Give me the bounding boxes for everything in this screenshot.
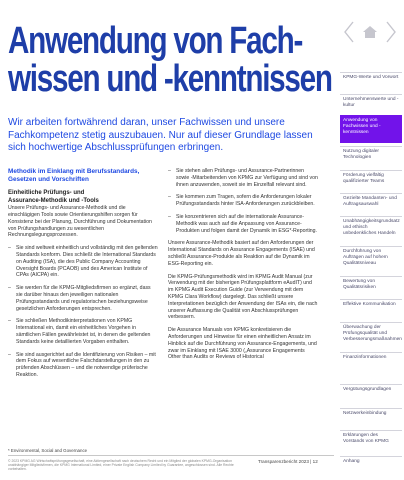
bullet-item: – Sie kommen zum Tragen, sofern die Anforderungen lokaler Prüfungsstandards hinter ISA-Anforderungen zurückbleiben. — [168, 194, 318, 208]
sidebar-item-verguetung[interactable]: Vergütungsgrundlagen — [340, 384, 402, 395]
sidebar-item-werte-vorwort[interactable]: KPMG-Werte und Vorwort — [340, 72, 402, 83]
sidebar-item-kommunikation[interactable]: Effektive Kommunikation — [340, 299, 402, 310]
footer-legal-text: © 2023 KPMG AG Wirtschaftsprüfungsgesellschaft, eine Aktiengesellschaft nach deutschem Recht und ein Mitglied der globalen KPMG-Organisation unabhängiger Mitgliedsfirmen, die KPMG International Limited, einer Private English Company Limited by Guarantee, angeschlossen sind. Alle Rechte vorbehalten. — [8, 459, 234, 472]
body-paragraph: Die KPMG-Prüfungsmethodik wird im KPMG Audit Manual (zur Verwendung mit der bisherigen Prüfungsplattform eAudIT) und im KPMG Audit Execution Guide (zur Verwendung mit dem KPMG Clara Workflow) dargelegt. Das schließt unsere Interpretationen bezüglich der Anwendung der ISAs ein, die nach unserer Auffassung die Qualität von Abschlussprüfungen verbessern. — [168, 273, 318, 321]
page-nav-arrows — [336, 14, 404, 50]
bullet-item: – Sie konzentrieren sich auf die internationale Assurance-Methodik was auch auf die Anpassung von Assurance-Produkten und folgen damit der Dynamik im ESG*-Reporting. — [168, 214, 318, 234]
intro-paragraph: Unsere Prüfungs- und Assurance-Methodik und die einschlägigen Tools sowie Orientierungshilfen sorgen für Konsistenz bei der Planung, Durchführung und Dokumentation von Prüfungshandlungen zu wesentlichen Rechnungslegungsprozessen. — [8, 205, 152, 239]
sidebar-navigation — [336, 0, 404, 480]
next-page-icon[interactable] — [382, 17, 400, 47]
sidebar-item-unternehmenswerte[interactable]: Unternehmenswerte und -kultur — [340, 94, 402, 111]
sidebar-item-erklaerungen[interactable]: Erklärungen des Vorstands von KPMG — [340, 430, 402, 447]
bullet-item: – Sie sind ausgerichtet auf die Identifizierung von Risiken – mit dem Fokus auf wesentliche Falschdarstellungen in den zu prüfenden Abschlüssen – und die notwendige prüferische Reaktion. — [8, 352, 158, 379]
footnote: * Environmental, Social and Governance — [8, 448, 88, 453]
bullet-item: – Sie werden für die KPMG-Mitgliedsfirmen so ergänzt, dass sie darüber hinaus den jeweiligen nationalen Prüfungsstandards und regulatorischen beziehungsweise gesetzlichen Anforderungen entsprechen. — [8, 285, 158, 312]
bullet-item: – Sie schließen Methodikinterpretationen von KPMG International ein, damit ein einheitliches Vorgehen in sämtlichen Fällen gewährleistet ist, in denen die geltenden Standards keine detaillierten Vorgaben enthalten. — [8, 318, 158, 345]
sidebar-item-fachwissen[interactable]: Anwendung von Fachwissen und -kenntnissen — [340, 115, 402, 143]
footer-page-number: Transparenzbericht 2023 | 12 — [258, 459, 318, 464]
body-paragraph: Unsere Assurance-Methodik basiert auf den Anforderungen der International Standards on Assurance Engagements (ISAE) und schließt Assurance-Produkte als Reaktion auf die Dynamik im ESG-Reporting ein. — [168, 240, 315, 267]
sidebar-item-ueberwachung[interactable]: Überwachung der Prüfungsqualität und Verbesserungsmaßnahmen — [340, 322, 402, 345]
sidebar-item-digitale-technologien[interactable]: Nutzung digitaler Technologien — [340, 146, 402, 163]
body-paragraph: Die Assurance Manuals von KPMG konkretisieren die Anforderungen und Hinweise für einen einheitlichen Ansatz im Hinblick auf die Durchführung von Assurance-Engagements, und zwar im Einklang mit ISAE 3000 („Assurance Engagements Other than Audits or Reviews of Historical — [168, 327, 317, 361]
subheading-line-2: Assurance-Methodik und -Tools — [8, 197, 99, 204]
sidebar-item-anhang[interactable]: Anhang — [340, 456, 402, 467]
left-column — [8, 168, 158, 385]
sidebar-item-netzwerk[interactable]: Netzwerkeinbindung — [340, 408, 402, 419]
page-title-line-1: Anwendung von Fach- — [8, 20, 303, 62]
bullet-item: – Sie sind weltweit einheitlich und vollständig mit den geltenden Standards konform. Dies schließt die International Standards on Auditing (ISA), die des Public Company Accounting Oversight Boards (PCAOB) und des American Institute of CPAs (AICPA) ein. — [8, 245, 158, 279]
sidebar-item-teams[interactable]: Förderung vielfältig qualifizierter Teams — [340, 170, 402, 187]
sidebar-item-auftraege[interactable]: Durchführung von Aufträgen auf hohem Qualitätsniveau — [340, 246, 402, 269]
sidebar-item-unabhaengigkeit[interactable]: Unabhängigkeitsgrundsatz und ethisch unbedenkliches Handeln — [340, 216, 402, 239]
right-column — [168, 168, 318, 367]
footer-divider — [8, 455, 334, 456]
sidebar-item-finanzinformationen[interactable]: Finanzinformationen — [340, 352, 402, 363]
home-icon[interactable] — [361, 17, 379, 47]
sidebar-item-mandantenauswahl[interactable]: Gezielte Mandanten- und Auftragsauswahl — [340, 193, 402, 210]
page-title-line-2: wissen und -kenntnissen — [8, 58, 332, 100]
previous-page-icon[interactable] — [340, 17, 358, 47]
lead-paragraph: Wir arbeiten fortwährend daran, unser Fachwissen und unsere Fachkompetenz stetig auszubauen. Nur auf dieser Grundlage lassen sich hochwertige Abschlussprüfungen erbringen. — [8, 117, 313, 153]
bullet-item: – Sie stehen allen Prüfungs- und Assurance-Partnerinnen sowie -Mitarbeitenden von KPMG zur Verfügung und sind von ihnen anzuwenden, soweit sie im Einzelfall relevant sind. — [168, 168, 318, 188]
sidebar-item-qualitaetsrisiken[interactable]: Bewertung von Qualitätsrisiken — [340, 276, 402, 293]
subheading-line-1: Einheitliche Prüfungs- und — [8, 190, 85, 196]
page-title — [8, 20, 332, 100]
section-heading: Methodik im Einklang mit Berufsstandards, Gesetzen und Vorschriften — [8, 168, 140, 183]
